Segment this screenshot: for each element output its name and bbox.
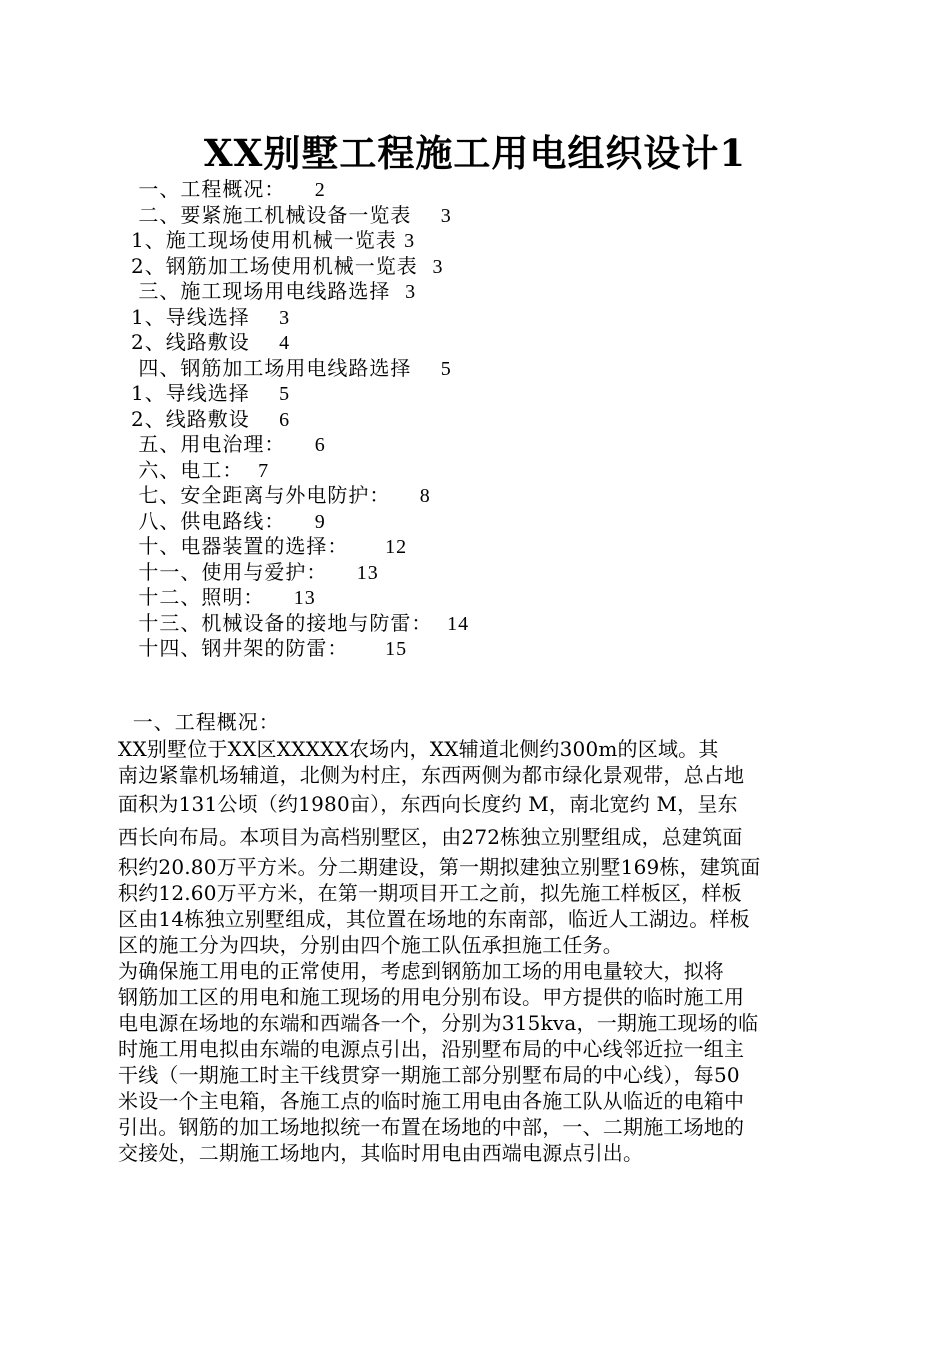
toc-entry — [131, 483, 831, 509]
document-title: XX别墅工程施工用电组织设计1 — [203, 131, 747, 175]
toc-entry-text: 十三、机械设备的接地与防雷： — [131, 610, 448, 635]
toc-entry — [131, 509, 831, 535]
toc-entry-text: 一、工程概况： — [131, 177, 315, 201]
toc-entry — [131, 560, 831, 586]
toc-entry-page: 3 — [440, 204, 452, 227]
toc-entry — [131, 177, 831, 203]
toc-entry-page: 7 — [258, 459, 270, 482]
toc-entry-text: 七、安全距离与外电防护： — [131, 483, 420, 507]
toc-entry-text: 十二、照明： — [131, 585, 294, 609]
toc-entry — [131, 228, 831, 254]
toc-entry — [131, 458, 831, 484]
toc-entry-text: 1、导线选择 — [131, 304, 280, 329]
toc-entry-text: 1、施工现场使用机械一览表 — [131, 228, 405, 252]
toc-entry-text: 2、线路敷设 — [131, 330, 280, 354]
toc-entry — [131, 432, 831, 458]
toc-entry-page: 14 — [447, 612, 470, 635]
paragraph-line: 引出。钢筋的加工场地拟统一布置在场地的中部，一、二期施工场地的 — [118, 1115, 745, 1139]
toc-entry-text: 十一、使用与爱护： — [131, 559, 357, 584]
toc-entry — [131, 305, 831, 331]
toc-entry-text: 三、施工现场用电线路选择 — [131, 279, 406, 303]
toc-entry-page: 5 — [440, 357, 452, 380]
paragraph-line: 西长向布局。本项目为高档别墅区，由272栋独立别墅组成，总建筑面 — [118, 825, 743, 849]
paragraph-line: 积约12.60万平方米，在第一期项目开工之前，拟先施工样板区，样板 — [118, 881, 742, 905]
toc-entry-text: 2、钢筋加工场使用机械一览表 — [131, 253, 433, 278]
toc-entry — [131, 534, 831, 560]
paragraph-line: 积约20.80万平方米。分二期建设，第一期拟建独立别墅169栋，建筑面 — [118, 855, 761, 879]
toc-entry — [131, 203, 831, 229]
toc-entry-page: 2 — [314, 179, 326, 201]
paragraph-line: 钢筋加工区的用电和施工现场的用电分别布设。甲方提供的临时施工用 — [118, 985, 745, 1009]
toc-entry-page: 3 — [404, 230, 416, 252]
toc-entry — [131, 611, 831, 637]
toc-entry-page: 12 — [385, 536, 408, 558]
paragraph-line: 交接处，二期施工场地内，其临时用电由西端电源点引出。 — [118, 1141, 644, 1165]
toc-entry-text: 六、电工： — [131, 457, 259, 482]
paragraph-line: 南边紧靠机场辅道，北侧为村庄，东西两侧为都市绿化景观带，总占地 — [118, 763, 745, 787]
paragraph-line: 区的施工分为四块，分别由四个施工队伍承担施工任务。 — [118, 933, 623, 957]
section-heading: 一、工程概况： — [118, 710, 280, 734]
toc-entry-page: 9 — [314, 510, 326, 533]
toc-entry — [131, 279, 831, 305]
paragraph-line: 米设一个主电箱，各施工点的临时施工用电由各施工队从临近的电箱中 — [118, 1089, 745, 1113]
paragraph-power-supply — [118, 958, 832, 1166]
toc-entry-page: 4 — [279, 332, 291, 354]
toc-entry — [131, 407, 831, 433]
toc-entry-page: 13 — [293, 587, 316, 609]
toc-entry — [131, 381, 831, 407]
toc-entry-text: 1、导线选择 — [131, 381, 280, 405]
toc-entry — [131, 356, 831, 382]
toc-entry-page: 13 — [356, 561, 379, 584]
toc-entry-page: 6 — [279, 408, 291, 431]
toc-entry-page: 3 — [405, 281, 417, 303]
paragraph-line: 为确保施工用电的正常使用，考虑到钢筋加工场的用电量较大，拟将 — [118, 959, 724, 983]
toc-entry-page: 8 — [419, 485, 431, 507]
paragraph-line: 时施工用电拟由东端的电源点引出，沿别墅布局的中心线邻近拉一组主 — [118, 1037, 745, 1061]
toc-entry-text: 五、用电治理： — [131, 432, 315, 456]
paragraph-project-location — [118, 736, 832, 958]
toc-entry — [131, 585, 831, 611]
toc-entry — [131, 636, 831, 662]
toc-entry-text: 八、供电路线： — [131, 508, 315, 533]
paragraph-line: XX别墅位于XX区XXXXX农场内，XX辅道北侧约300m的区域。其 — [118, 737, 719, 761]
toc-entry-text: 二、要紧施工机械设备一览表 — [131, 202, 441, 227]
section-project-overview — [118, 709, 832, 1166]
paragraph-line: 干线（一期施工时主干线贯穿一期施工部分别墅布局的中心线），每50 — [118, 1063, 740, 1087]
toc-entry-page: 6 — [314, 434, 326, 456]
toc-entry — [131, 330, 831, 356]
toc-entry-page: 3 — [432, 255, 444, 278]
paragraph-line: 面积为131公顷（约1980亩），东西向长度约 M，南北宽约 M，呈东 — [118, 792, 738, 816]
toc-entry-text: 十、电器装置的选择： — [131, 534, 386, 558]
toc-entry-text: 十四、钢井架的防雷： — [131, 636, 386, 660]
toc-entry-text: 2、线路敷设 — [131, 406, 280, 431]
toc-entry-text: 四、钢筋加工场用电线路选择 — [131, 355, 441, 380]
paragraph-line: 电电源在场地的东端和西端各一个，分别为315kva，一期施工现场的临 — [118, 1011, 759, 1035]
toc-entry-page: 5 — [279, 383, 291, 405]
paragraph-line: 区由14栋独立别墅组成，其位置在场地的东南部，临近人工湖边。样板 — [118, 907, 750, 931]
toc-entry-page: 3 — [279, 306, 291, 329]
toc-entry — [131, 254, 831, 280]
table-of-contents — [131, 177, 831, 662]
toc-entry-page: 15 — [385, 638, 408, 660]
